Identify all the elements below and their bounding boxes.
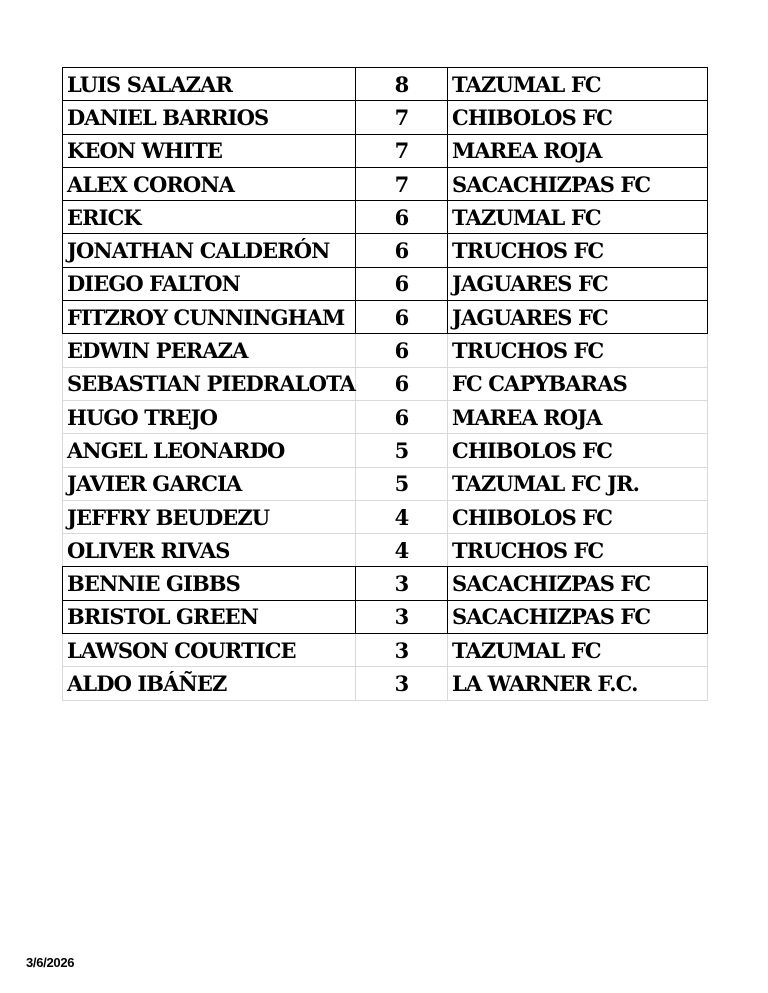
player-name-cell: LAWSON COURTICE <box>63 634 356 667</box>
goals-cell: 3 <box>356 567 448 600</box>
table-row <box>63 201 708 234</box>
table-row <box>63 267 708 300</box>
player-name-cell: BENNIE GIBBS <box>63 567 356 600</box>
player-name-cell: ANGEL LEONARDO <box>63 434 356 467</box>
team-cell: JAGUARES FC <box>448 301 708 334</box>
goals-cell: 6 <box>356 301 448 334</box>
team-cell: FC CAPYBARAS <box>448 367 708 400</box>
player-name-cell: EDWIN PERAZA <box>63 334 356 367</box>
table-row <box>63 167 708 200</box>
goals-cell: 4 <box>356 534 448 567</box>
team-cell: TAZUMAL FC JR. <box>448 467 708 500</box>
goals-cell: 4 <box>356 500 448 533</box>
table-row <box>63 567 708 600</box>
goals-cell: 6 <box>356 267 448 300</box>
goals-cell: 6 <box>356 201 448 234</box>
team-cell: SACACHIZPAS FC <box>448 600 708 633</box>
player-name-cell: SEBASTIAN PIEDRALOTA <box>63 367 356 400</box>
goals-cell: 6 <box>356 334 448 367</box>
goals-cell: 6 <box>356 400 448 433</box>
table-row <box>63 534 708 567</box>
goals-cell: 6 <box>356 234 448 267</box>
goals-cell: 6 <box>356 367 448 400</box>
team-cell: TRUCHOS FC <box>448 234 708 267</box>
table-row <box>63 101 708 134</box>
team-cell: CHIBOLOS FC <box>448 101 708 134</box>
player-name-cell: LUIS SALAZAR <box>63 68 356 101</box>
player-name-cell: FITZROY CUNNINGHAM <box>63 301 356 334</box>
table-row <box>63 68 708 101</box>
table-row <box>63 600 708 633</box>
team-cell: TAZUMAL FC <box>448 201 708 234</box>
table-row <box>63 400 708 433</box>
table-row <box>63 234 708 267</box>
goals-cell: 5 <box>356 467 448 500</box>
team-cell: MAREA ROJA <box>448 134 708 167</box>
scorers-table <box>62 67 708 701</box>
player-name-cell: OLIVER RIVAS <box>63 534 356 567</box>
player-name-cell: JEFFRY BEUDEZU <box>63 500 356 533</box>
footer-date: 3/6/2026 <box>26 955 75 970</box>
table-row <box>63 134 708 167</box>
table-row <box>63 500 708 533</box>
goals-cell: 7 <box>356 167 448 200</box>
goals-cell: 7 <box>356 101 448 134</box>
team-cell: CHIBOLOS FC <box>448 500 708 533</box>
team-cell: TAZUMAL FC <box>448 634 708 667</box>
player-name-cell: DIEGO FALTON <box>63 267 356 300</box>
player-name-cell: BRISTOL GREEN <box>63 600 356 633</box>
goals-cell: 3 <box>356 600 448 633</box>
goals-cell: 3 <box>356 634 448 667</box>
team-cell: CHIBOLOS FC <box>448 434 708 467</box>
player-name-cell: JAVIER GARCIA <box>63 467 356 500</box>
player-name-cell: ERICK <box>63 201 356 234</box>
table-row <box>63 301 708 334</box>
goals-cell: 7 <box>356 134 448 167</box>
team-cell: TRUCHOS FC <box>448 334 708 367</box>
player-name-cell: ALEX CORONA <box>63 167 356 200</box>
table-row <box>63 367 708 400</box>
team-cell: SACACHIZPAS FC <box>448 567 708 600</box>
goals-cell: 5 <box>356 434 448 467</box>
scorers-table-body <box>63 68 708 701</box>
player-name-cell: HUGO TREJO <box>63 400 356 433</box>
goals-cell: 8 <box>356 68 448 101</box>
team-cell: SACACHIZPAS FC <box>448 167 708 200</box>
table-row <box>63 467 708 500</box>
team-cell: JAGUARES FC <box>448 267 708 300</box>
table-row <box>63 667 708 700</box>
team-cell: LA WARNER F.C. <box>448 667 708 700</box>
player-name-cell: ALDO IBÁÑEZ <box>63 667 356 700</box>
player-name-cell: JONATHAN CALDERÓN <box>63 234 356 267</box>
table-row <box>63 634 708 667</box>
team-cell: TRUCHOS FC <box>448 534 708 567</box>
team-cell: MAREA ROJA <box>448 400 708 433</box>
goals-cell: 3 <box>356 667 448 700</box>
table-row <box>63 434 708 467</box>
player-name-cell: KEON WHITE <box>63 134 356 167</box>
team-cell: TAZUMAL FC <box>448 68 708 101</box>
player-name-cell: DANIEL BARRIOS <box>63 101 356 134</box>
table-row <box>63 334 708 367</box>
